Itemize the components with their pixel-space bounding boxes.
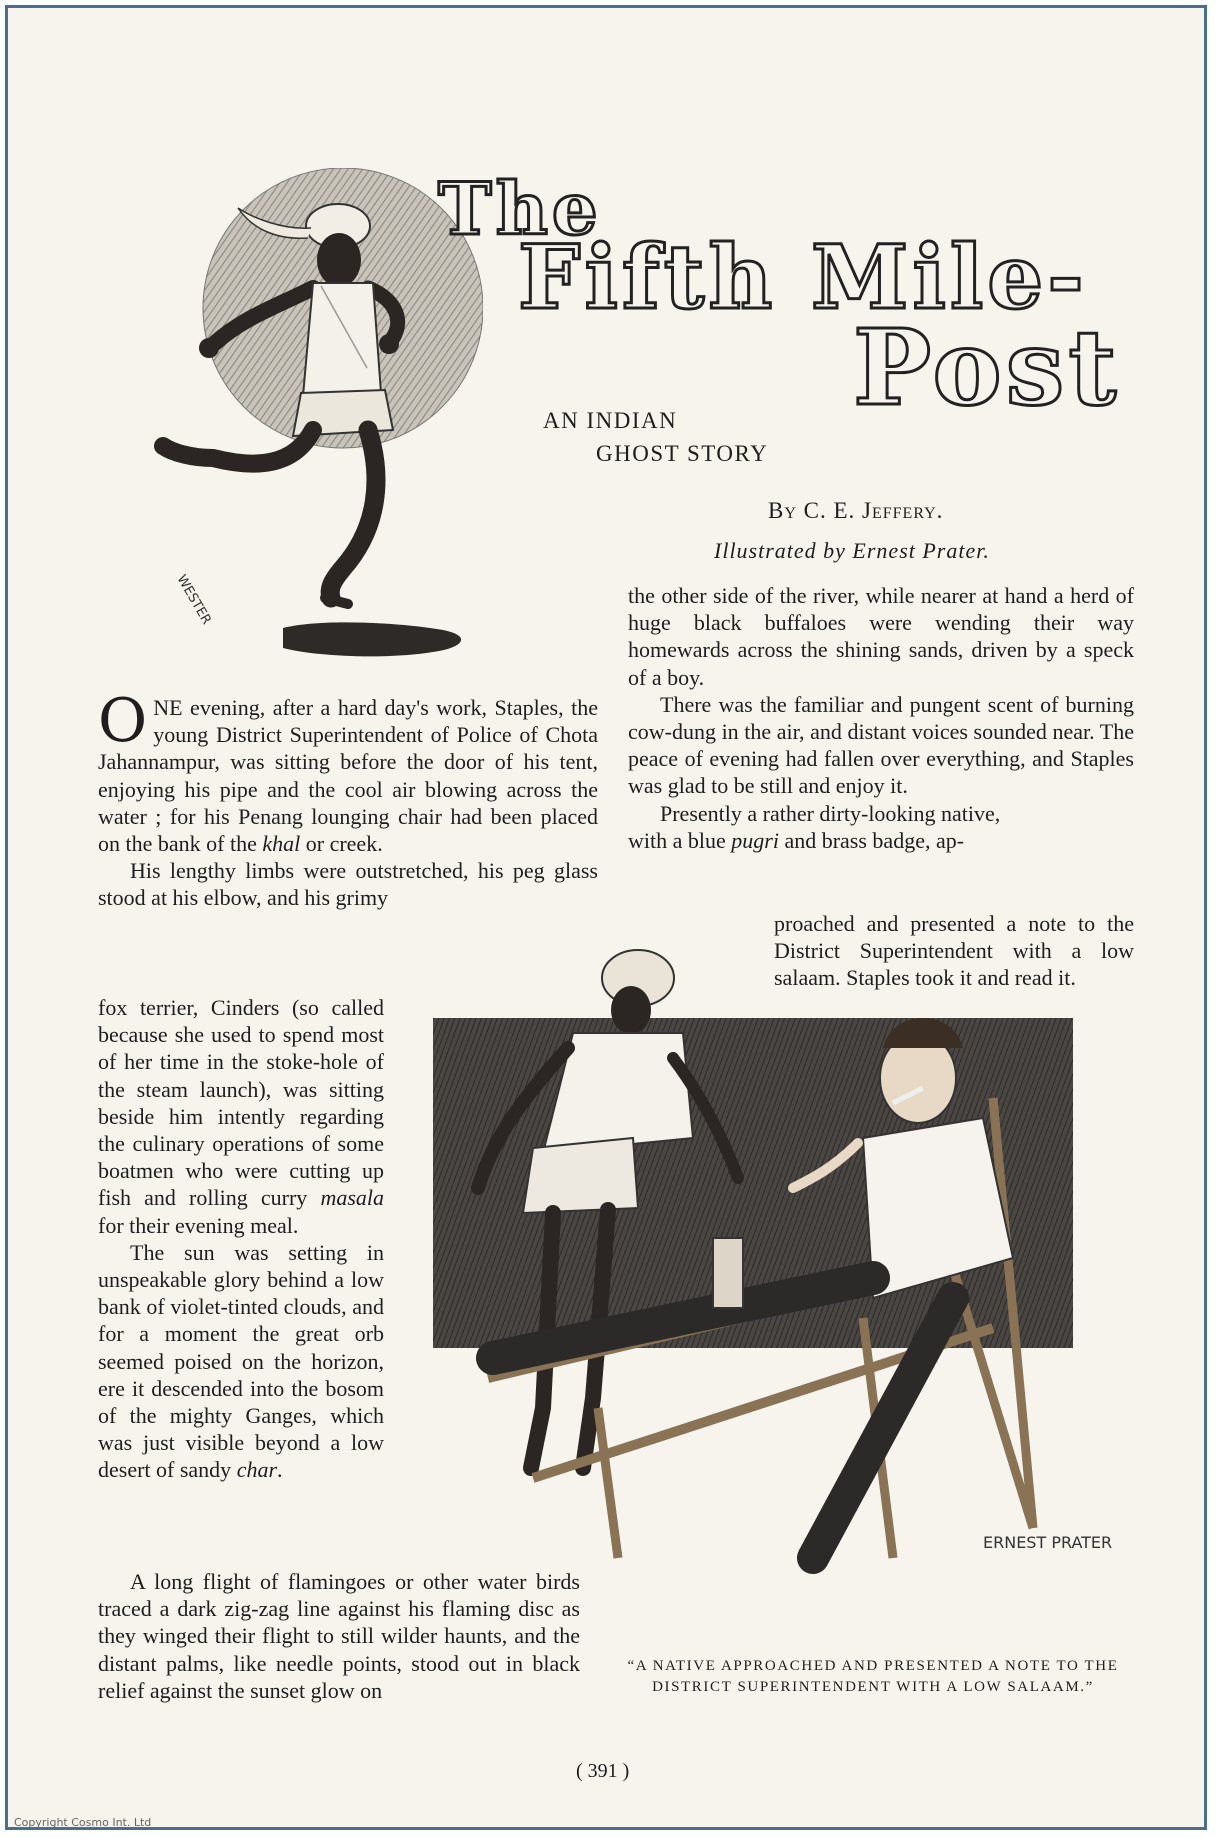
title-line-3: Post [853, 306, 1121, 429]
paragraph-3-italic: char [236, 1457, 278, 1483]
illustration-caption [593, 1656, 1153, 1698]
paragraph-4: A long flight of flamingoes or other water birds traced a dark zig-zag line against his flaming disc as they winged their flight to still wilder haunts, and the distant palms, like needle points, stood out in black relief against the sunset glow on [98, 1569, 580, 1703]
running-native-illustration [143, 168, 483, 688]
copyright-notice: Copyright Cosmo Int. Ltd [14, 1816, 152, 1829]
paragraph-2-end: for their evening meal. [98, 1212, 299, 1238]
subtitle-line-2: GHOST STORY [596, 441, 769, 466]
left-column-narrow [98, 994, 384, 1484]
right-paragraph-3-narrow: proached and presented a note to the District Superintendent with a low salaam. Staples took it and read it. [774, 911, 1134, 991]
paragraph-1-end: or creek. [300, 831, 383, 857]
title-line-2: Fifth Mile- [518, 225, 1088, 329]
right-paragraph-3b: with a blue [628, 827, 732, 853]
artist-signature-top: WESTER [173, 572, 214, 628]
right-paragraph-3-italic: pugri [731, 827, 779, 853]
right-paragraph-2: There was the familiar and pungent scent of burning cow-dung in the air, and distant voices sounded near. The peace of evening had fallen over everything, and Staples was glad to be still and enjoy it. [628, 691, 1134, 799]
right-column-top [628, 582, 1134, 854]
paragraph-2-narrow: fox terrier, Cinders (so called because she used to spend most of her time in the stoke-hole of the steam launch), was sitting beside him intently regarding the culinary operations of some boatmen who were cutting up fish and rolling curry [98, 995, 384, 1211]
right-paragraph-1: the other side of the river, while nearer at hand a herd of huge black buffaloes were wending their way homewards across the shining sands, driven by a speck of a boy. [628, 583, 1134, 690]
drop-cap: O [98, 686, 148, 756]
paragraph-1-italic: khal [262, 831, 301, 857]
paragraph-2-italic: masala [320, 1185, 384, 1211]
right-paragraph-3a: Presently a rather dirty-looking native, [660, 800, 1001, 826]
title-line-1: The [438, 166, 602, 251]
caption-line-1: “A NATIVE APPROACHED AND PRESENTED A NOTE TO THE [627, 1658, 1119, 1674]
left-column-bottom [98, 1568, 580, 1704]
paragraph-3: The sun was setting in unspeakable glory behind a low bank of violet-tinted clouds, and for a moment the great orb seemed poised on the horizon, ere it descended into the bosom of the mighty Ganges, which was just visible beyond a low desert of sandy [98, 1239, 384, 1483]
left-column-top [98, 686, 598, 912]
byline: By C. E. Jeffery. [768, 498, 944, 523]
native-and-superintendent-illustration [393, 938, 1143, 1578]
paragraph-1: NE evening, after a hard day's work, Staples, the young District Superintendent of Police of Chota Jahannampur, was sitting before the door of his tent, enjoying his pipe and the cool air blowing across the water ; for his Penang lounging chair had been placed on the bank of the [98, 695, 598, 857]
page-number: ( 391 ) [576, 1760, 630, 1782]
caption-line-2: DISTRICT SUPERINTENDENT WITH A LOW SALAAM.” [652, 1679, 1094, 1695]
paragraph-2-full: His lengthy limbs were outstretched, his peg glass stood at his elbow, and his grimy [98, 858, 598, 911]
subtitle-line-1: AN INDIAN [543, 408, 678, 433]
artist-signature-bottom: ERNEST PRATER [983, 1533, 1113, 1552]
magazine-page [5, 5, 1207, 1830]
illustrator-credit: Illustrated by Ernest Prater. [714, 538, 990, 563]
right-paragraph-3b-end: and brass badge, ap- [778, 827, 965, 853]
paragraph-3-end: . [277, 1457, 283, 1483]
